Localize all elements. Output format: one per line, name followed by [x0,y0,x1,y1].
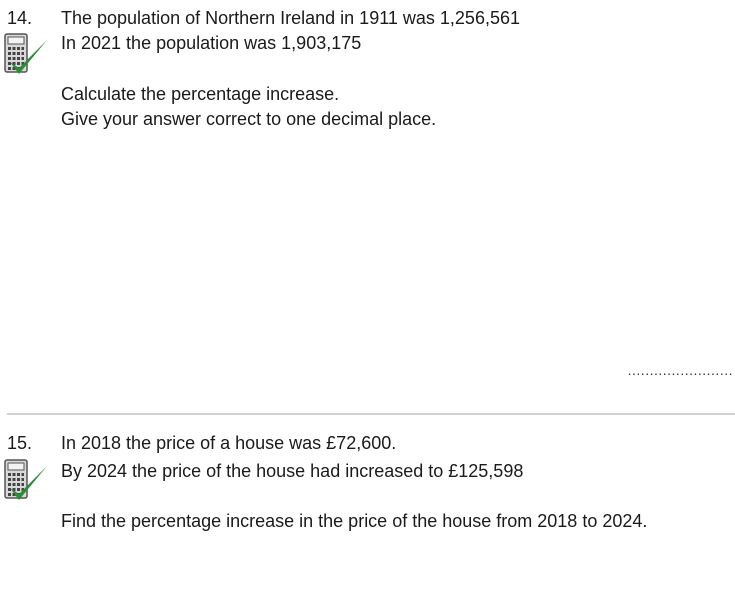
calculator-allowed-icon [3,458,49,504]
instruction-line: Give your answer correct to one decimal place. [61,109,437,129]
calculator-allowed-icon [3,32,49,78]
question-text-line: In 2021 the population was 1,903,175 [61,33,362,53]
question-15 [0,420,735,610]
question-number: 15. [7,433,33,453]
question-divider [7,413,735,415]
question-text-line: By 2024 the price of the house had increased to £125,598 [61,461,524,481]
instruction-line: Find the percentage increase in the price of the house from 2018 to 2024. [61,511,648,531]
answer-line[interactable]: ........................ [627,362,733,378]
question-text-line: In 2018 the price of a house was £72,600. [61,433,397,453]
instruction-line: Calculate the percentage increase. [61,84,340,104]
question-number: 14. [7,8,33,28]
question-text-line: The population of Northern Ireland in 1911 was 1,256,561 [61,8,520,28]
